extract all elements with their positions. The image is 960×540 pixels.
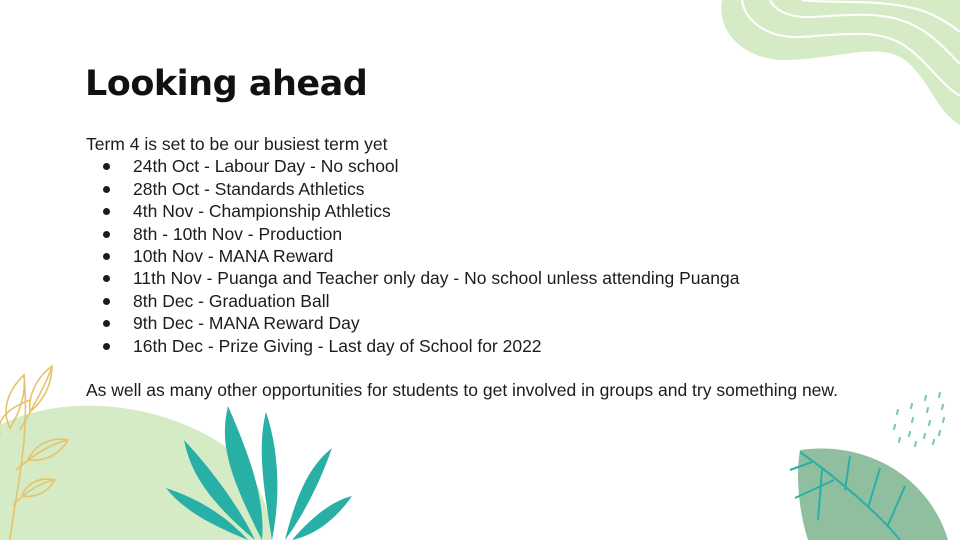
event-item: 8th - 10th Nov - Production bbox=[86, 223, 886, 245]
teal-dots bbox=[894, 393, 944, 446]
event-item: 4th Nov - Championship Athletics bbox=[86, 200, 886, 222]
event-item: 28th Oct - Standards Athletics bbox=[86, 178, 886, 200]
event-item: 9th Dec - MANA Reward Day bbox=[86, 312, 886, 334]
event-item: 24th Oct - Labour Day - No school bbox=[86, 155, 886, 177]
event-item: 8th Dec - Graduation Ball bbox=[86, 290, 886, 312]
event-list bbox=[86, 155, 886, 357]
sage-leaf bbox=[790, 448, 948, 540]
event-item: 10th Nov - MANA Reward bbox=[86, 245, 886, 267]
slide-body bbox=[86, 133, 886, 402]
closing-text: As well as many other opportunities for students to get involved in groups and try something new. bbox=[86, 380, 838, 401]
event-item: 16th Dec - Prize Giving - Last day of School for 2022 bbox=[86, 335, 886, 357]
top-right-wave-blob bbox=[721, 0, 960, 125]
slide-title: Looking ahead bbox=[85, 64, 368, 104]
intro-text: Term 4 is set to be our busiest term yet bbox=[86, 134, 388, 154]
event-item: 11th Nov - Puanga and Teacher only day - No school unless attending Puanga bbox=[86, 267, 886, 289]
